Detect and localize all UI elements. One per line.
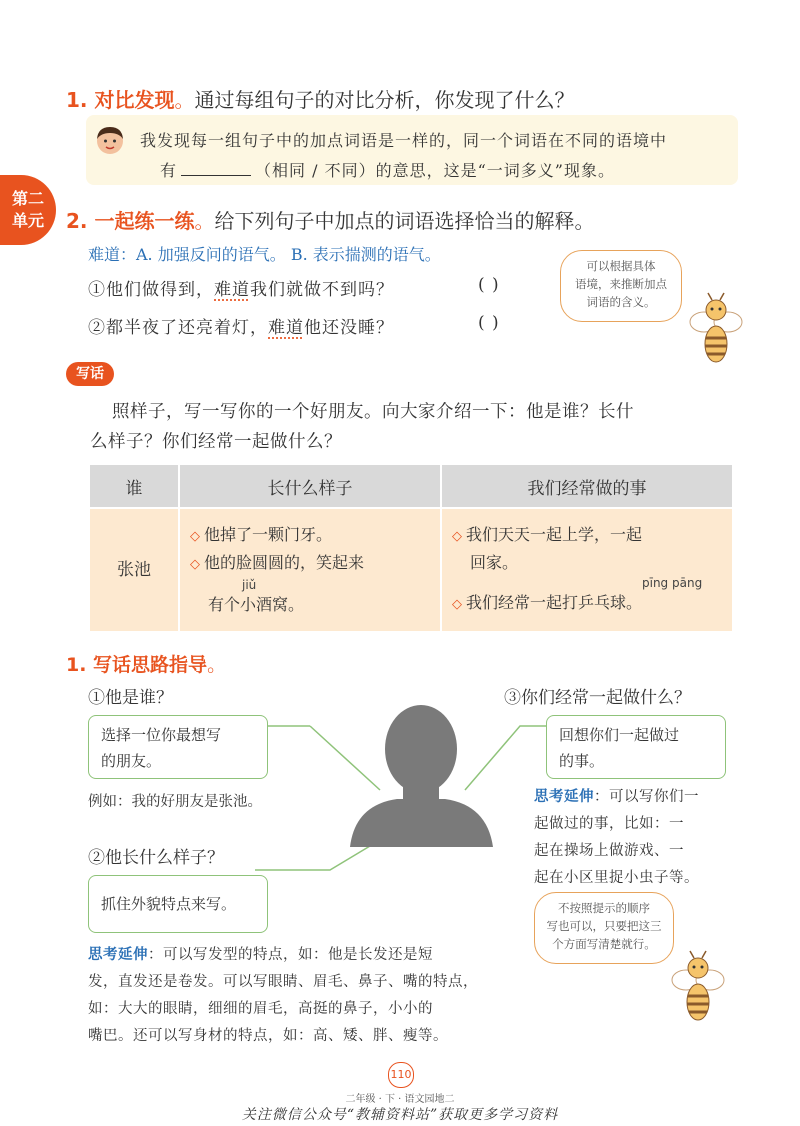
- question-1: [88, 275, 394, 300]
- header-who: 谁: [90, 465, 179, 508]
- guide-q3-box: [546, 715, 726, 779]
- section2-text: 给下列句子中加点的词语选择恰当的解释。: [214, 209, 595, 233]
- q2-answer-paren[interactable]: ( ): [478, 313, 500, 333]
- example-table: [90, 465, 732, 631]
- cell-looks: [179, 508, 441, 631]
- options-line: 难道：A. 加强反问的语气。 B. 表示揣测的语气。: [88, 245, 441, 264]
- diamond-icon: ◇: [452, 529, 462, 544]
- hint-bubble-2: [534, 892, 674, 964]
- section2-heading: [66, 205, 594, 234]
- unit-tab: [0, 175, 56, 245]
- unit-tab-line1: 第二: [11, 189, 44, 208]
- q3-box-line2: 的事。: [559, 752, 605, 770]
- guide-heading: [66, 650, 226, 677]
- diamond-icon: ◇: [452, 597, 462, 612]
- q1-word: 难道: [214, 280, 250, 300]
- q2-extend: [88, 942, 518, 1050]
- hint1-line2: 语境，来推断加点: [575, 277, 667, 291]
- q3-box-line1: 回想你们一起做过: [559, 726, 680, 744]
- q1-box-line2: 的朋友。: [101, 752, 162, 770]
- things-item-1-cont: 回家。: [470, 553, 519, 572]
- bee-mascot-icon: [686, 292, 746, 377]
- answer-line2-prefix: 有: [160, 161, 178, 180]
- cell-things: [441, 508, 732, 631]
- q3-extend-label: 思考延伸: [534, 789, 594, 805]
- unit-tab-line2: 单元: [11, 211, 44, 230]
- q2-extend-line1: ：可以写发型的特点，如：他是长发还是短: [148, 947, 433, 963]
- section2-label: 2. 一起练一练: [66, 209, 195, 233]
- looks-item-1: 他掉了一颗门牙。: [204, 525, 333, 544]
- guide-q2: ②他长什么样子？: [88, 848, 224, 868]
- xiehua-prompt-2: 么样子？你们经常一起做什么？: [90, 432, 342, 452]
- q2-extend-line3: 如：大大的眼睛，细细的眉毛，高挺的鼻子，小小的: [88, 1001, 433, 1017]
- header-looks: 长什么样子: [179, 465, 441, 508]
- xiehua-prompt-1: 照样子，写一写你的一个好朋友。向大家介绍一下：他是谁？长什: [112, 402, 634, 422]
- q3-extend-line3: 起在操场上做游戏、一: [534, 843, 684, 859]
- q1-pre: ①他们做得到，: [88, 280, 214, 300]
- hint2-line1: 不按照提示的顺序: [558, 901, 650, 915]
- bee-mascot-2-icon: [668, 950, 728, 1035]
- q3-extend: [534, 784, 744, 892]
- hint2-line2: 写也可以，只要把这三: [546, 919, 662, 933]
- q2-pre: ②都半夜了还亮着灯，: [88, 318, 268, 338]
- cell-who: 张池: [90, 508, 179, 631]
- answer-line2: [160, 158, 615, 181]
- guide-q1-example: 例如：我的好朋友是张池。: [88, 794, 262, 810]
- guide-q2-box: 抓住外貌特点来写。: [88, 875, 268, 933]
- hint2-line3: 个方面写清楚就行。: [552, 937, 656, 951]
- section2-mark: 。: [194, 209, 215, 233]
- section1-label: 1. 对比发现: [66, 88, 175, 112]
- girl-avatar-icon: [94, 124, 126, 156]
- q2-post: 他还没睡？: [304, 318, 394, 338]
- page-number: 110: [388, 1062, 414, 1088]
- answer-line1: 我发现每一组句子中的加点词语是一样的，同一个词语在不同的语境中: [140, 131, 668, 150]
- things-pinyin: pīng pāng: [642, 576, 703, 590]
- header-things: 我们经常做的事: [441, 465, 732, 508]
- guide-label: 1. 写话思路指导: [66, 654, 208, 676]
- q1-post: 我们就做不到吗？: [250, 280, 394, 300]
- hint1-line3: 词语的含义。: [586, 295, 656, 309]
- section1-heading: [66, 84, 574, 113]
- things-item-2: 我们经常一起打乒乓球。: [466, 593, 643, 612]
- q3-extend-line2: 起做过的事，比如：一: [534, 816, 684, 832]
- hint1-line1: 可以根据具体: [586, 259, 656, 273]
- guide-mark: 。: [207, 654, 227, 676]
- hint-bubble-1: [560, 250, 682, 322]
- section1-text: 通过每组句子的对比分析，你发现了什么？: [194, 88, 575, 112]
- xiehua-badge: 写话: [66, 362, 114, 386]
- looks-item-2: 他的脸圆圆的，笑起来: [204, 553, 365, 572]
- q3-extend-line4: 起在小区里捉小虫子等。: [534, 870, 699, 886]
- answer-blank[interactable]: [181, 159, 251, 176]
- answer-line2-suffix: （相同 / 不同）的意思，这是“一词多义”现象。: [255, 161, 615, 180]
- diamond-icon: ◇: [190, 529, 200, 544]
- guide-q1-box: [88, 715, 268, 779]
- q2-word: 难道: [268, 318, 304, 338]
- looks-pinyin: jiǔ: [242, 578, 257, 592]
- guide-q1: ①他是谁？: [88, 688, 173, 708]
- question-2: [88, 313, 394, 338]
- person-silhouette-icon: [345, 697, 495, 847]
- footer-caption: 二年级 · 下 · 语文园地二: [345, 1094, 455, 1105]
- q1-box-line1: 选择一位你最想写: [101, 726, 222, 744]
- table-row: [90, 508, 732, 631]
- q2-extend-line4: 嘴巴。还可以写身材的特点，如：高、矮、胖、瘦等。: [88, 1028, 448, 1044]
- q2-extend-line2: 发，直发还是卷发。可以写眼睛、眉毛、鼻子、嘴的特点，: [88, 974, 478, 990]
- section1-mark: 。: [174, 88, 195, 112]
- diamond-icon: ◇: [190, 557, 200, 572]
- q3-extend-line1: ：可以写你们一: [594, 789, 699, 805]
- table-header-row: [90, 465, 732, 508]
- q2-extend-label: 思考延伸: [88, 947, 148, 963]
- footer-watermark: 关注微信公众号“教辅资料站”获取更多学习资料: [241, 1107, 559, 1123]
- guide-q3: ③你们经常一起做什么？: [504, 688, 691, 708]
- q1-answer-paren[interactable]: ( ): [478, 275, 500, 295]
- looks-item-2-cont: 有个小酒窝。: [208, 595, 305, 614]
- things-item-1: 我们天天一起上学，一起: [466, 525, 643, 544]
